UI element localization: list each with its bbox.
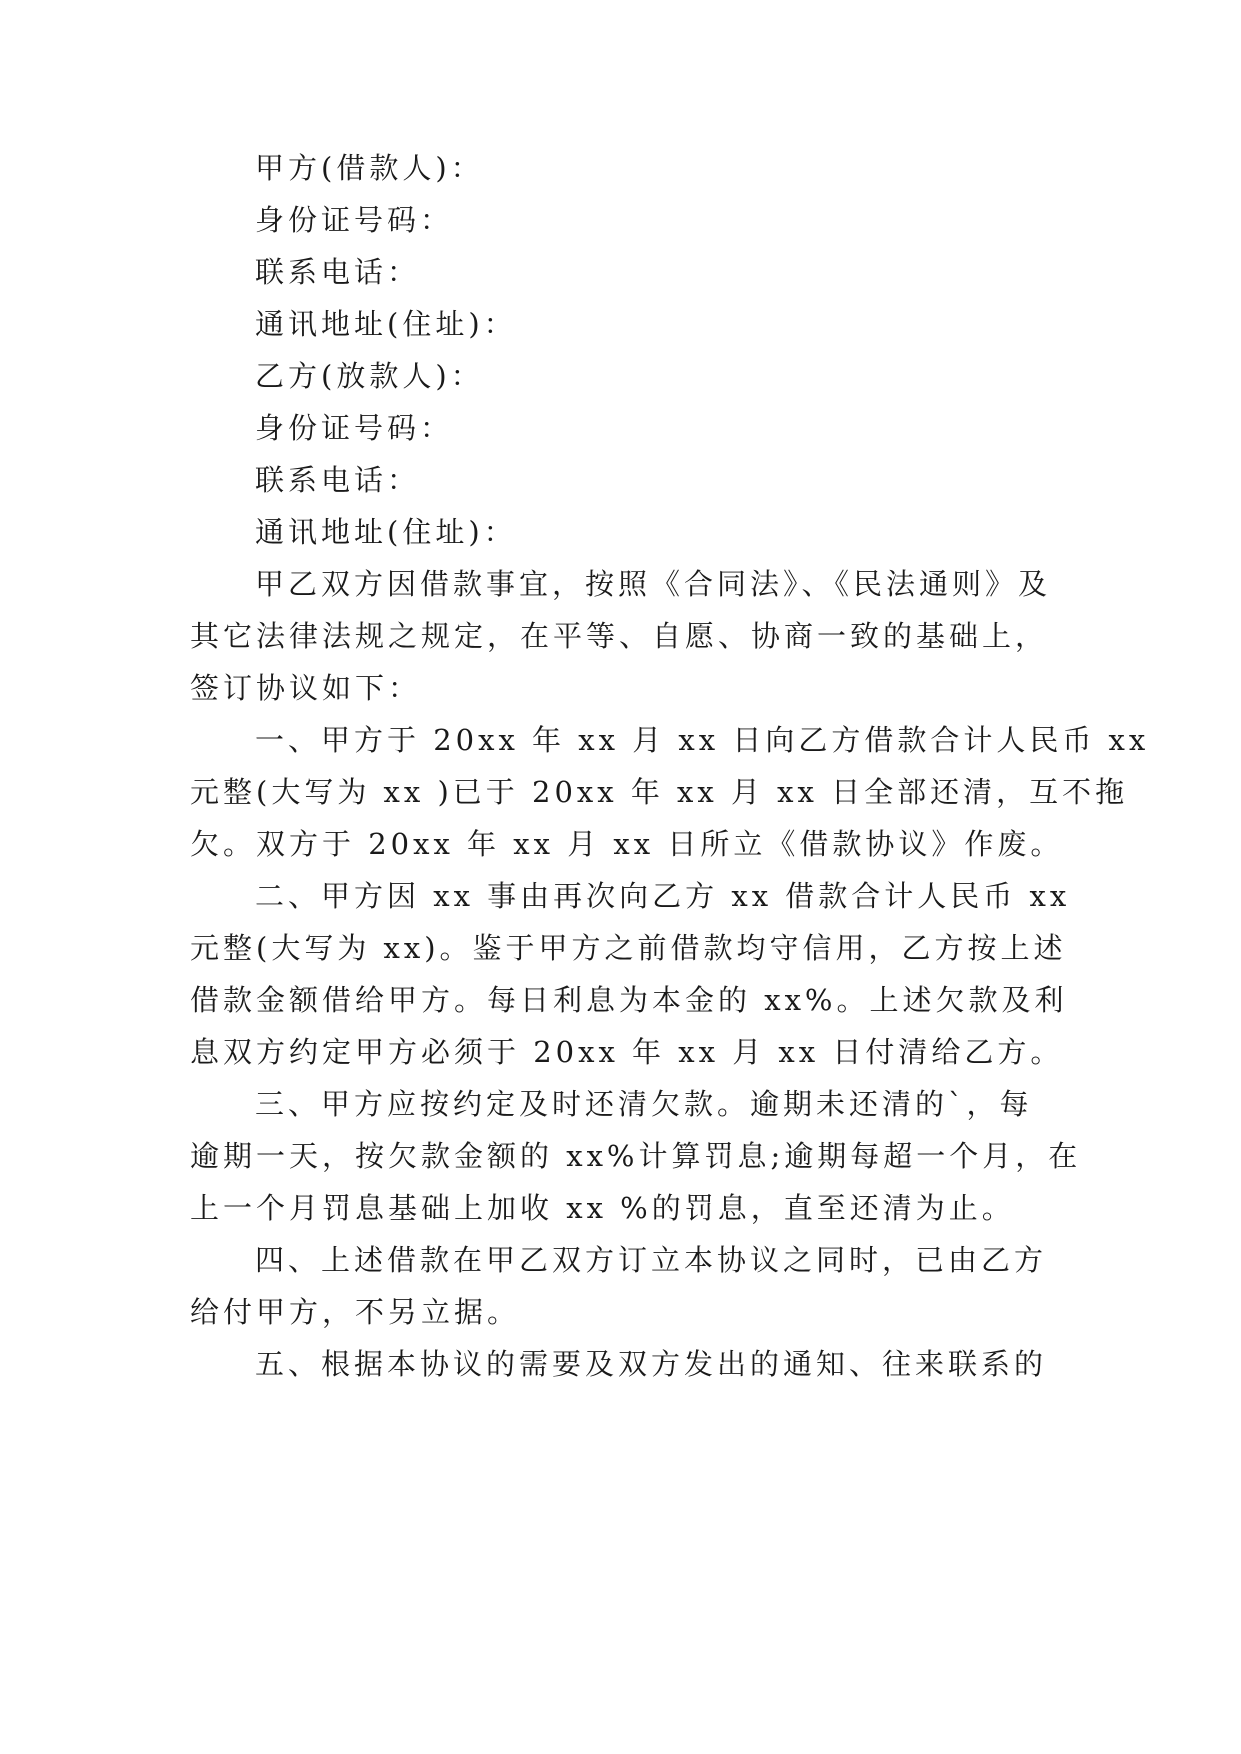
paragraph-line: 甲乙双方因借款事宜，按照《合同法》、《民法通则》及 — [255, 567, 1052, 601]
party-a-label: 甲方(借款人)： — [255, 151, 484, 185]
party-a-address-label: 通讯地址(住址)： — [255, 307, 517, 341]
paragraph-line: 三、甲方应按约定及时还清欠款。逾期未还清的`，每 — [255, 1087, 1033, 1121]
paragraph-line: 借款金额借给甲方。每日利息为本金的 xx%。上述欠款及利 — [190, 983, 1068, 1017]
paragraph-line: 一、甲方于 20xx 年 xx 月 xx 日向乙方借款合计人民币 xx — [255, 723, 1150, 757]
party-b-label: 乙方(放款人)： — [255, 359, 484, 393]
paragraph-line: 逾期一天，按欠款金额的 xx%计算罚息;逾期每超一个月，在 — [190, 1139, 1082, 1173]
paragraph-line: 五、根据本协议的需要及双方发出的通知、往来联系的 — [255, 1347, 1048, 1381]
paragraph-line: 签订协议如下： — [190, 671, 422, 705]
paragraph-line: 上一个月罚息基础上加收 xx %的罚息，直至还清为止。 — [190, 1191, 1015, 1225]
party-b-phone-label: 联系电话： — [255, 463, 421, 497]
paragraph-line: 其它法律法规之规定，在平等、自愿、协商一致的基础上， — [190, 619, 1049, 653]
paragraph-line: 四、上述借款在甲乙双方订立本协议之同时，已由乙方 — [255, 1243, 1048, 1277]
party-a-id-label: 身份证号码： — [255, 203, 454, 237]
paragraph-line: 元整(大写为 xx )已于 20xx 年 xx 月 xx 日全部还清，互不拖 — [190, 775, 1129, 809]
party-b-id-label: 身份证号码： — [255, 411, 454, 445]
paragraph-line: 二、甲方因 xx 事由再次向乙方 xx 借款合计人民币 xx — [255, 879, 1071, 913]
party-b-address-label: 通讯地址(住址)： — [255, 515, 517, 549]
paragraph-line: 给付甲方，不另立据。 — [190, 1295, 521, 1329]
paragraph-line: 元整(大写为 xx)。鉴于甲方之前借款均守信用，乙方按上述 — [190, 931, 1067, 965]
paragraph-line: 欠。双方于 20xx 年 xx 月 xx 日所立《借款协议》作废。 — [190, 827, 1064, 861]
paragraph-line: 息双方约定甲方必须于 20xx 年 xx 月 xx 日付清给乙方。 — [190, 1035, 1064, 1069]
party-a-phone-label: 联系电话： — [255, 255, 421, 289]
